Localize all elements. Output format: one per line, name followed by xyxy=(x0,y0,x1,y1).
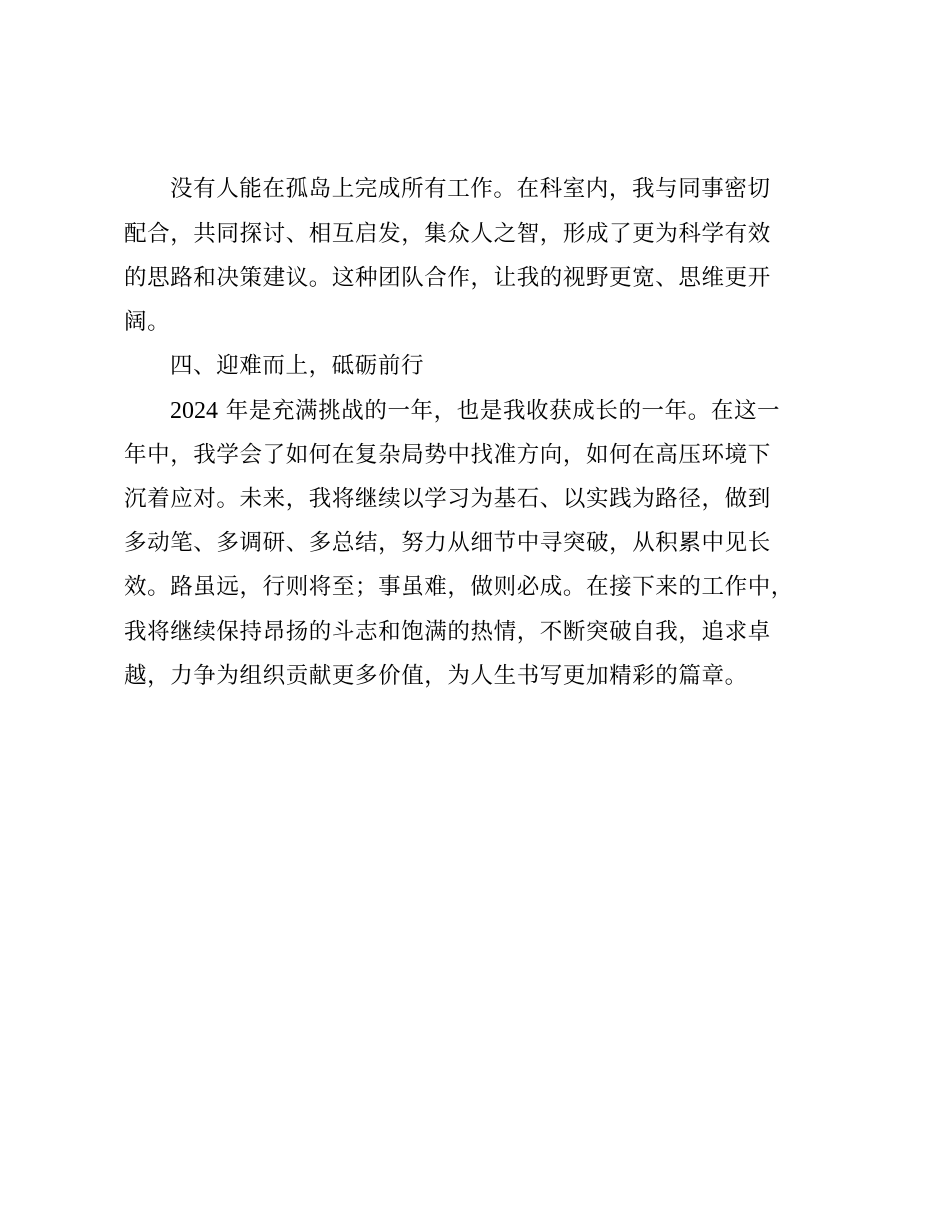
paragraph-2-line-5: 效。路虽远，行则将至；事虽难，做则必成。在接下来的工作中， xyxy=(124,574,794,600)
paragraph-1-line-2: 配合，共同探讨、相互启发，集众人之智，形成了更为科学有效 xyxy=(124,221,771,247)
paragraph-2-line-4: 多动笔、多调研、多总结，努力从细节中寻突破，从积累中见长 xyxy=(124,530,771,556)
section-heading: 四、迎难而上，砥砺前行 xyxy=(170,353,425,379)
paragraph-1-line-1: 没有人能在孤岛上完成所有工作。在科室内，我与同事密切 xyxy=(170,176,771,202)
paragraph-2-line-2: 年中，我学会了如何在复杂局势中找准方向，如何在高压环境下 xyxy=(124,442,771,468)
paragraph-2-line-3: 沉着应对。未来，我将继续以学习为基石、以实践为路径，做到 xyxy=(124,486,771,512)
paragraph-2-line-7: 越，力争为组织贡献更多价值，为人生书写更加精彩的篇章。 xyxy=(124,663,748,689)
paragraph-2-line-6: 我将继续保持昂扬的斗志和饱满的热情，不断突破自我，追求卓 xyxy=(124,619,771,645)
paragraph-1-line-3: 的思路和决策建议。这种团队合作，让我的视野更宽、思维更开 xyxy=(124,265,771,291)
paragraph-2-line-1 xyxy=(170,389,890,433)
paragraph-1-line-4: 阔。 xyxy=(124,309,171,335)
paragraph-2-year: 2024 xyxy=(170,398,218,424)
paragraph-2-line-1-text: 年是充满挑战的一年，也是我收获成长的一年。在这一 xyxy=(218,398,781,424)
